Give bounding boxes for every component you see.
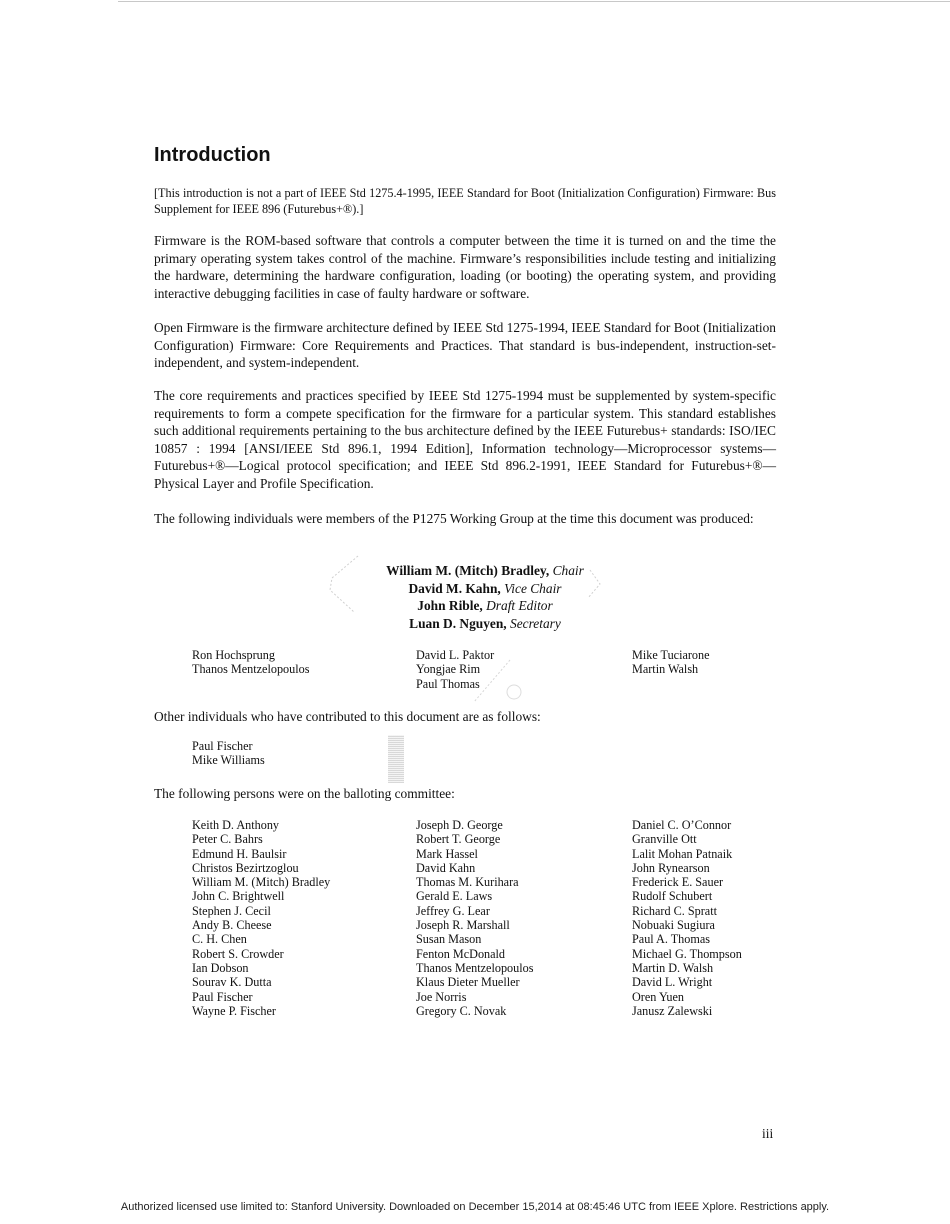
list-item: Mark Hassel xyxy=(416,846,478,861)
officers-list xyxy=(290,562,680,632)
list-item: Andy B. Cheese xyxy=(192,918,272,933)
officer-secretary: Luan D. Nguyen, Secretary xyxy=(409,615,561,631)
list-item: Gerald E. Laws xyxy=(416,889,493,904)
list-item: Joseph D. George xyxy=(416,818,503,832)
list-item: Keith D. Anthony xyxy=(192,818,280,832)
list-item: Joe Norris xyxy=(416,989,467,1004)
contributors-list xyxy=(192,739,265,768)
scan-smudge xyxy=(388,735,404,783)
list-item: C. H. Chen xyxy=(192,932,247,947)
list-item: David L. Paktor xyxy=(416,648,495,662)
list-item: Oren Yuen xyxy=(632,989,685,1004)
list-item: Ron Hochsprung xyxy=(192,648,275,662)
balloting-col-1 xyxy=(192,818,330,1018)
list-item: John Rynearson xyxy=(632,860,710,875)
list-item: David L. Wright xyxy=(632,975,713,990)
list-item: Peter C. Bahrs xyxy=(192,832,263,847)
list-item: Wayne P. Fischer xyxy=(192,1003,276,1018)
list-item: Mike Tuciarone xyxy=(632,648,710,662)
paragraph-firmware: Firmware is the ROM-based software that controls a computer between the time it is turned on and the time the primary operating system takes control of the machine. Firmware’s responsibilities include testing and initializing the hardware, determining the hardware configuration, loading (or booting) the operating system, and providing interactive debugging facilities in case of faulty hardware or software. xyxy=(154,233,776,301)
list-item: Martin Walsh xyxy=(632,662,699,677)
list-item: Richard C. Spratt xyxy=(632,903,717,918)
officer-vice-chair: David M. Kahn, Vice Chair xyxy=(408,580,562,596)
list-item: Mike Williams xyxy=(192,753,265,768)
paragraph-working-group-intro: The following individuals were members of the P1275 Working Group at the time this document was produced: xyxy=(154,511,754,526)
list-item: Gregory C. Novak xyxy=(416,1003,507,1018)
list-item: Robert S. Crowder xyxy=(192,946,284,961)
list-item: Yongjae Rim xyxy=(416,662,481,677)
page-title: Introduction xyxy=(154,144,271,166)
working-group-col-3 xyxy=(632,648,710,677)
list-item: Michael G. Thompson xyxy=(632,946,742,961)
list-item: Paul Fischer xyxy=(192,989,253,1004)
list-item: Nobuaki Sugiura xyxy=(632,918,715,933)
list-item: William M. (Mitch) Bradley xyxy=(192,875,331,890)
list-item: Joseph R. Marshall xyxy=(416,918,510,933)
list-item: Thanos Mentzelopoulos xyxy=(192,662,310,677)
officer-chair: William M. (Mitch) Bradley, Chair xyxy=(386,563,584,578)
list-item: David Kahn xyxy=(416,860,476,875)
list-item: Janusz Zalewski xyxy=(632,1003,713,1018)
officer-draft-editor: John Rible, Draft Editor xyxy=(417,598,553,614)
paragraph-open-firmware: Open Firmware is the firmware architecture defined by IEEE Std 1275-1994, IEEE Standard for Boot (Initialization Configuration) Firmware: Core Requirements and Practices. That standard is bus-independent, instruction-set-independent, and system-independent. xyxy=(154,320,776,371)
list-item: Granville Ott xyxy=(632,832,697,847)
list-item: John C. Brightwell xyxy=(192,889,285,904)
disclaimer: [This introduction is not a part of IEEE Std 1275.4-1995, IEEE Standard for Boot (Initialization Configuration) Firmware: Bus Supplement for IEEE 896 (Futurebus+®).] xyxy=(154,186,776,216)
list-item: Frederick E. Sauer xyxy=(632,875,724,890)
list-item: Paul A. Thomas xyxy=(632,932,710,947)
top-rule xyxy=(118,1,950,2)
list-item: Martin D. Walsh xyxy=(632,960,714,975)
balloting-intro: The following persons were on the balloting committee: xyxy=(154,786,455,801)
paragraph-core-requirements: The core requirements and practices specified by IEEE Std 1275-1994 must be supplemented by system-specific requirements to form a compete specification for the firmware for a particular system. This standard establishes such additional requirements pertaining to the bus architecture defined by the IEEE Futurebus+ standards: ISO/IEC 10857 : 1994 [ANSI/IEEE Std 896.1, 1994 Edition], Information technology—Microprocessor systems—Futurebus+®—Logical protocol specification; and IEEE Std 896.2-1991, IEEE Standard for Futurebus+®—Physical Layer and Profile Specification. xyxy=(154,388,776,491)
list-item: Rudolf Schubert xyxy=(632,889,713,904)
list-item: Ian Dobson xyxy=(192,960,249,975)
list-item: Christos Bezirtzoglou xyxy=(192,860,299,875)
working-group-col-1 xyxy=(192,648,309,677)
page-number: iii xyxy=(762,1126,774,1141)
list-item: Jeffrey G. Lear xyxy=(416,903,490,918)
list-item: Robert T. George xyxy=(416,832,501,847)
list-item: Thomas M. Kurihara xyxy=(416,875,519,890)
list-item: Klaus Dieter Mueller xyxy=(416,975,520,990)
list-item: Daniel C. O’Connor xyxy=(632,818,732,832)
working-group-col-2 xyxy=(416,648,494,691)
list-item: Susan Mason xyxy=(416,932,482,947)
list-item: Sourav K. Dutta xyxy=(192,975,272,990)
balloting-col-3 xyxy=(632,818,742,1018)
list-item: Lalit Mohan Patnaik xyxy=(632,846,733,861)
list-item: Stephen J. Cecil xyxy=(192,903,271,918)
list-item: Paul Fischer xyxy=(192,739,253,753)
contributors-intro: Other individuals who have contributed to this document are as follows: xyxy=(154,709,541,724)
license-footer: Authorized licensed use limited to: Stanford University. Downloaded on December 15,2014 at 08:45:46 UTC from IEEE Xplore. Restrictions apply. xyxy=(120,1201,830,1213)
list-item: Edmund H. Baulsir xyxy=(192,846,287,861)
list-item: Fenton McDonald xyxy=(416,946,506,961)
list-item: Paul Thomas xyxy=(416,676,480,691)
balloting-col-2 xyxy=(416,818,533,1018)
list-item: Thanos Mentzelopoulos xyxy=(416,960,534,975)
